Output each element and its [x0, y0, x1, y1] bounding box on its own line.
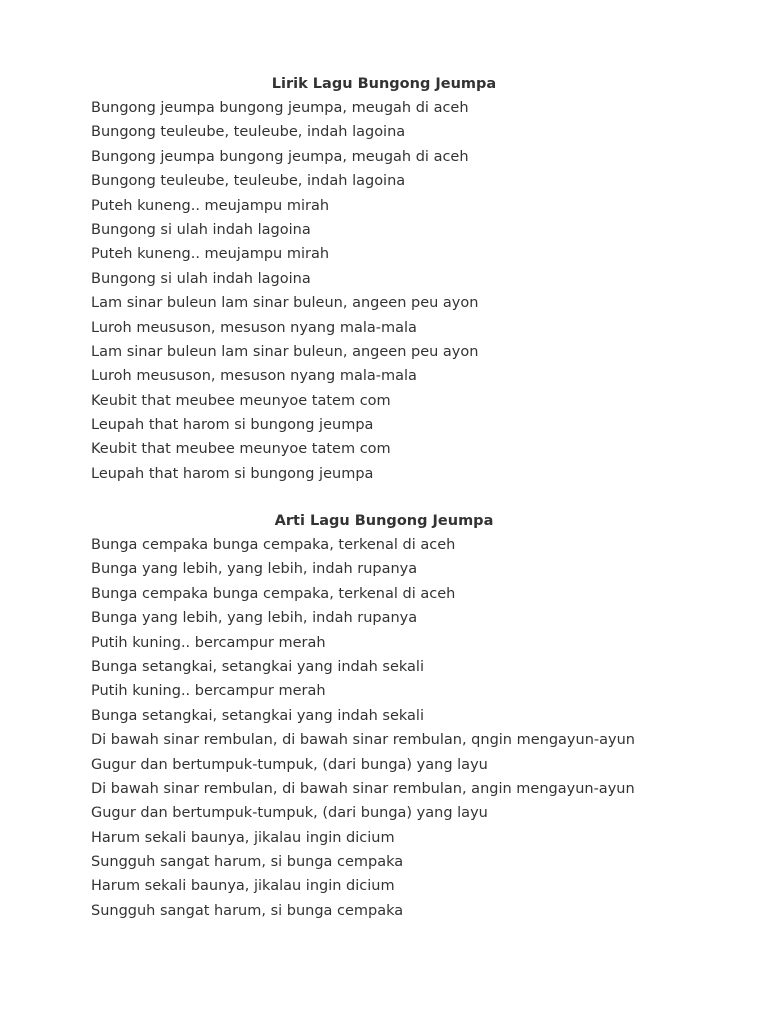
arti-lyrics-list — [91, 533, 635, 923]
translation-line: Putih kuning.. bercampur merah — [91, 634, 326, 651]
translation-line: Sungguh sangat harum, si bunga cempaka — [91, 902, 404, 919]
lyric-line: Leupah that harom si bungong jeumpa — [91, 417, 374, 434]
translation-line: Harum sekali baunya, jikalau ingin dicium — [91, 878, 395, 895]
lyric-line: Bungong si ulah indah lagoina — [91, 221, 311, 238]
lyric-line: Puteh kuneng.. meujampu mirah — [91, 197, 330, 214]
lyric-line: Bungong jeumpa bungong jeumpa, meugah di aceh — [91, 100, 469, 116]
translation-line: Bunga setangkai, setangkai yang indah sekali — [91, 658, 424, 675]
translation-line: Sungguh sangat harum, si bunga cempaka — [91, 854, 404, 871]
translation-line: Di bawah sinar rembulan, di bawah sinar rembulan, qngin mengayun-ayun — [91, 732, 635, 749]
translation-line: Gugur dan bertumpuk-tumpuk, (dari bunga) yang layu — [91, 756, 488, 773]
translation-line: Di bawah sinar rembulan, di bawah sinar rembulan, angin mengayun-ayun — [91, 780, 635, 797]
translation-line: Bunga yang lebih, yang lebih, indah rupanya — [91, 610, 418, 627]
lyric-line: Bungong si ulah indah lagoina — [91, 270, 311, 287]
lyric-line: Puteh kuneng.. meujampu mirah — [91, 246, 330, 263]
lyric-line: Bungong jeumpa bungong jeumpa, meugah di aceh — [91, 148, 469, 165]
lirik-lyrics-list — [91, 96, 478, 486]
translation-line: Putih kuning.. bercampur merah — [91, 683, 326, 700]
lyric-line: Luroh meususon, mesuson nyang mala-mala — [91, 368, 417, 385]
lirik-title: Lirik Lagu Bungong Jeumpa — [271, 76, 497, 92]
lyric-line: Bungong teuleube, teuleube, indah lagoina — [91, 124, 406, 141]
translation-line: Gugur dan bertumpuk-tumpuk, (dari bunga) yang layu — [91, 805, 488, 822]
arti-title: Arti Lagu Bungong Jeumpa — [274, 513, 494, 529]
lyric-line: Lam sinar buleun lam sinar buleun, angeen peu ayon — [91, 343, 479, 360]
translation-line: Bunga yang lebih, yang lebih, indah rupanya — [91, 561, 418, 578]
lyric-line: Leupah that harom si bungong jeumpa — [91, 465, 374, 482]
translation-line: Bunga setangkai, setangkai yang indah sekali — [91, 707, 424, 724]
lyric-line: Keubit that meubee meunyoe tatem com — [91, 441, 391, 458]
lyric-line: Lam sinar buleun lam sinar buleun, angeen peu ayon — [91, 295, 479, 312]
translation-line: Harum sekali baunya, jikalau ingin dicium — [91, 829, 395, 846]
lyric-line: Luroh meususon, mesuson nyang mala-mala — [91, 319, 417, 336]
lyric-line: Bungong teuleube, teuleube, indah lagoina — [91, 173, 406, 190]
lyric-line: Keubit that meubee meunyoe tatem com — [91, 392, 391, 409]
translation-line: Bunga cempaka bunga cempaka, terkenal di aceh — [91, 537, 456, 553]
translation-line: Bunga cempaka bunga cempaka, terkenal di aceh — [91, 585, 456, 602]
